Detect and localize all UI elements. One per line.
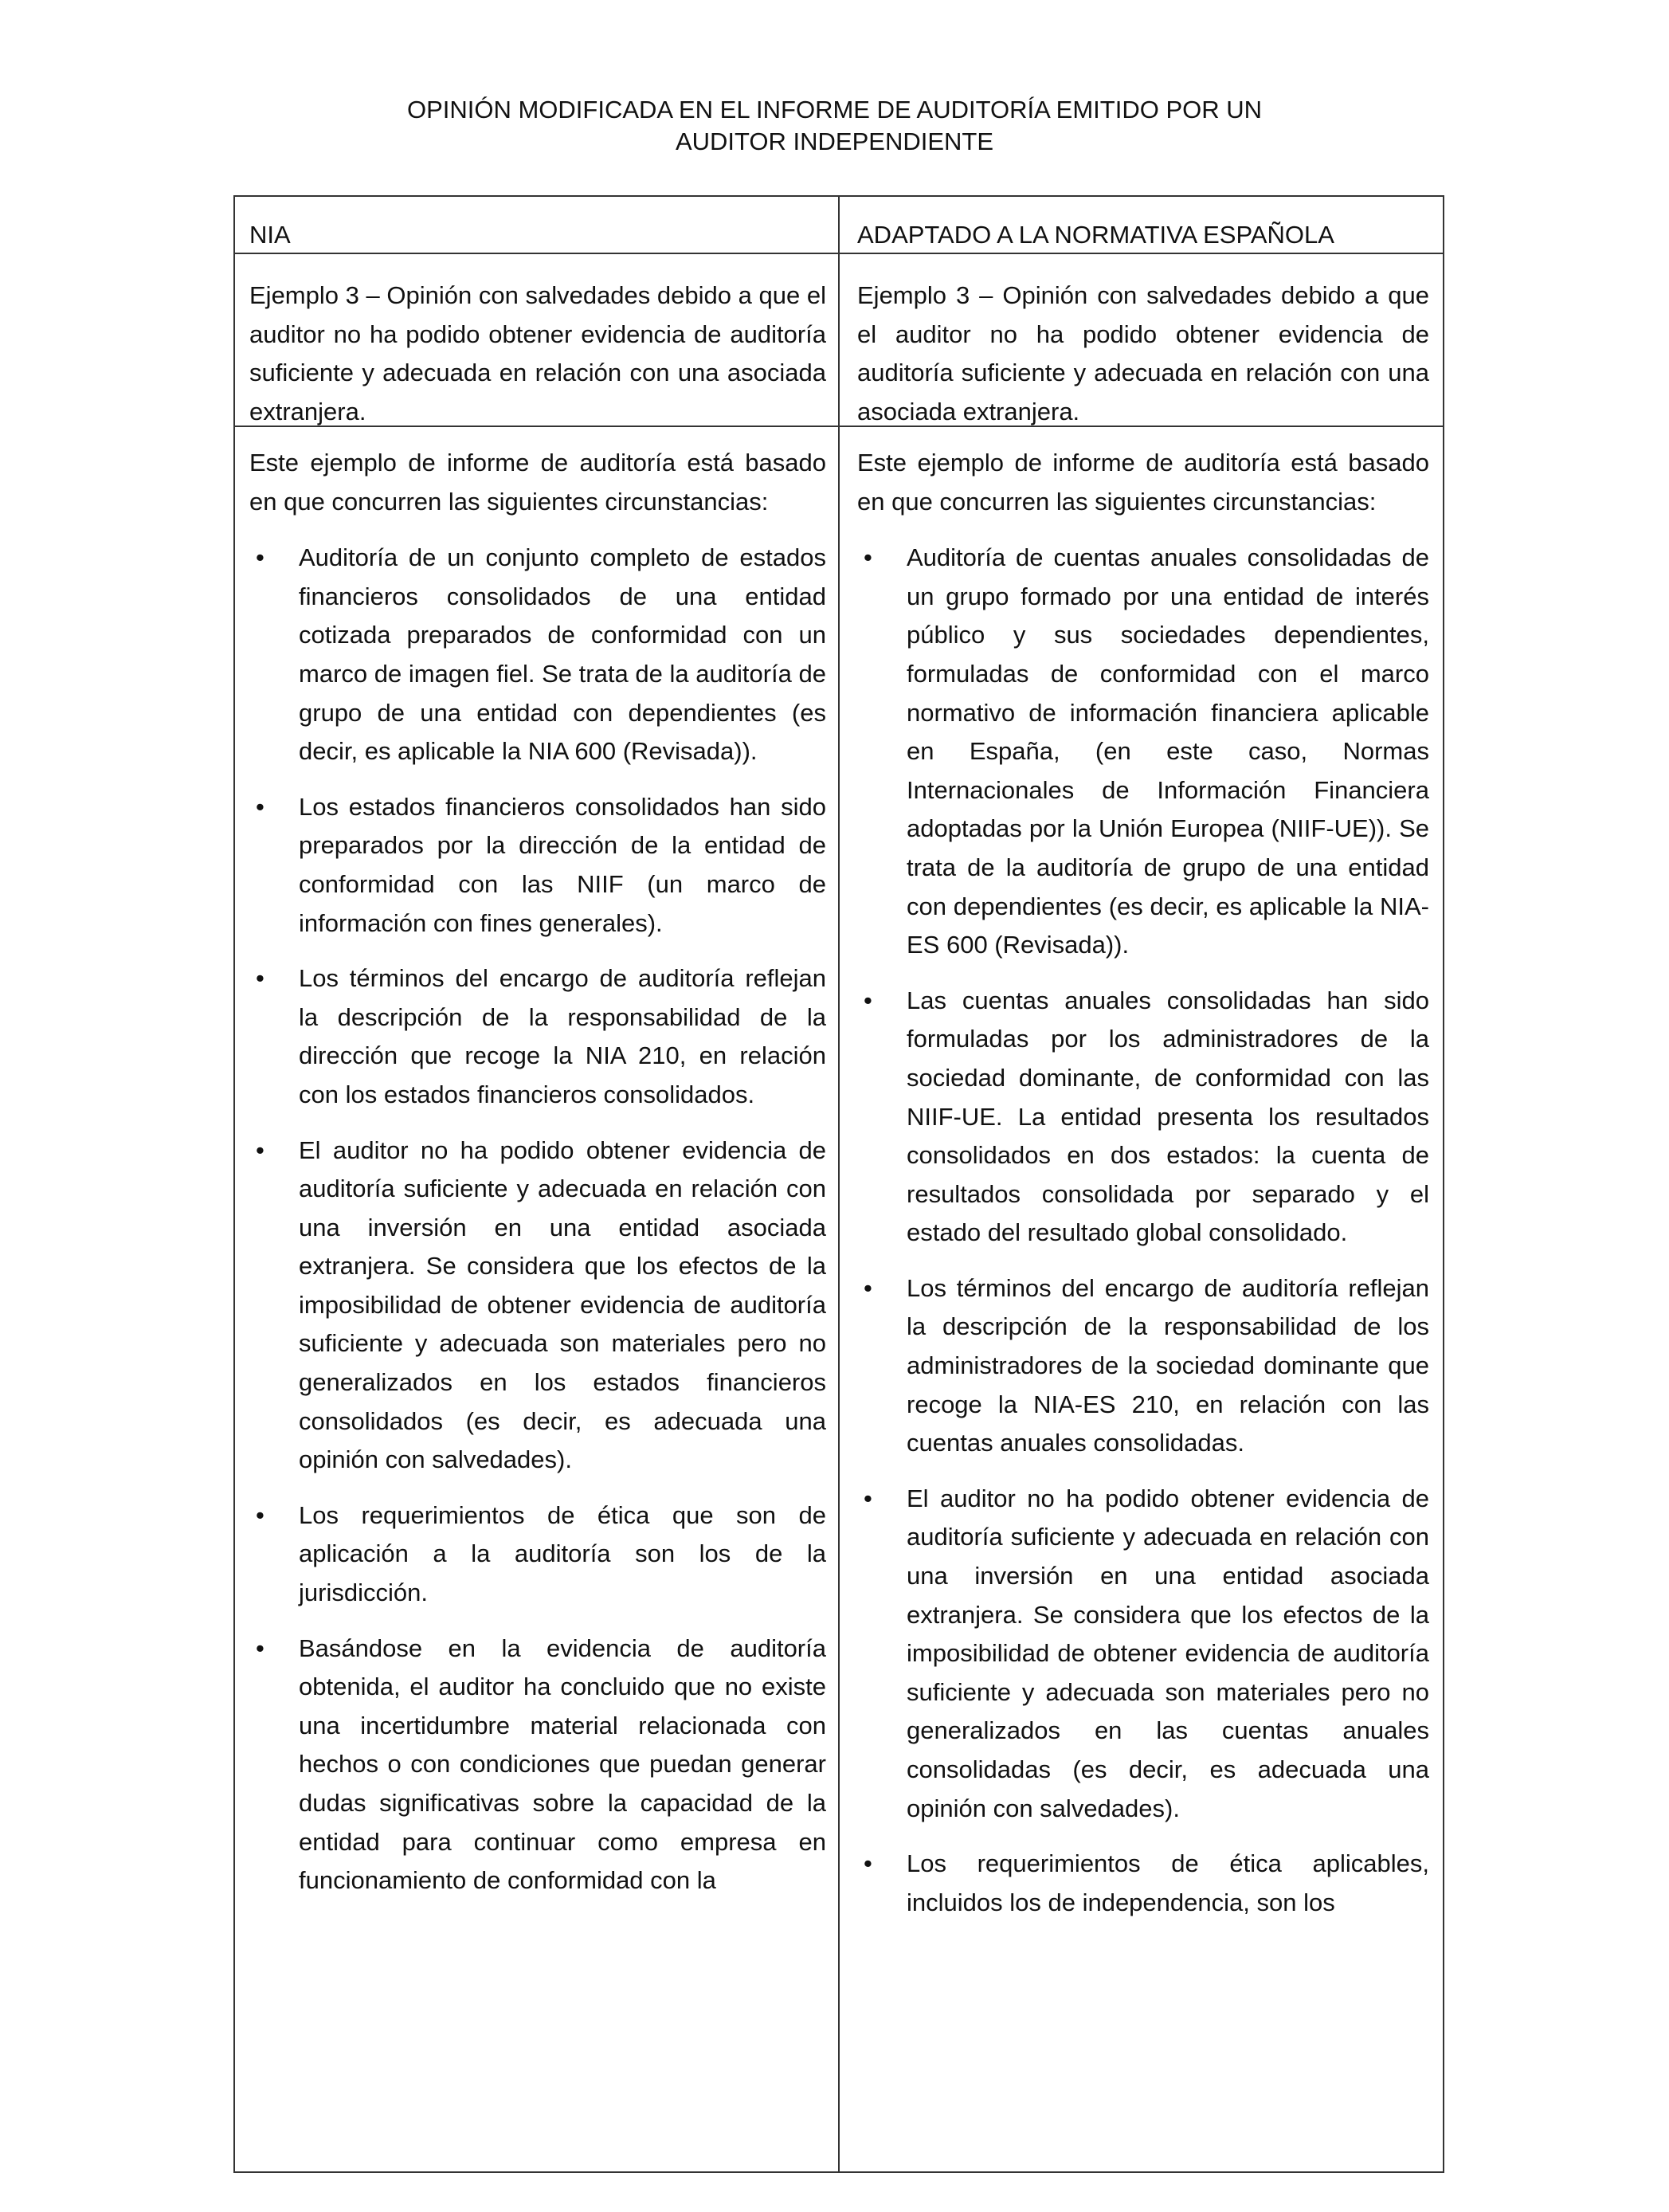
- intro-paragraph: Este ejemplo de informe de auditoría está basado en que concurren las siguientes circunstancias:: [249, 449, 826, 516]
- bullet-icon: •: [256, 1500, 264, 1529]
- list-item-text: Auditoría de cuentas anuales consolidadas de un grupo formado por una entidad de interés público y sus sociedades dependientes, formuladas de conformidad con el marco normativo de información financiera aplicable en España, (en este caso, Normas Internacionales de Información Financiera adoptadas por la Unión Europea (NIIF-UE)). Se trata de la auditoría de grupo de una entidad con dependientes (es decir, es aplicable la NIA-ES 600 (Revisada)).: [907, 543, 1429, 959]
- bullet-icon: •: [256, 543, 264, 572]
- bullet-icon: •: [864, 1273, 872, 1302]
- list-item-text: Los estados financieros consolidados han sido preparados por la dirección de la entidad de conformidad con las NIIF (un marco de información con fines generales).: [299, 792, 826, 937]
- list-item: [249, 1630, 826, 1900]
- list-item-text: El auditor no ha podido obtener evidencia de auditoría suficiente y adecuada en relación con una inversión en una entidad asociada extranjera. Se considera que los efectos de la imposibilidad de obtener evidencia de auditoría suficiente y adecuada son materiales pero no generalizados en los estados financieros consolidados (es decir, es adecuada una opinión con salvedades).: [299, 1135, 826, 1474]
- bullet-icon: •: [256, 964, 264, 993]
- column-divider: [838, 197, 840, 2171]
- list-item-text: El auditor no ha podido obtener evidencia de auditoría suficiente y adecuada en relación con una inversión en una entidad asociada extranjera. Se considera que los efectos de la imposibilidad de obtener evidencia de auditoría suficiente y adecuada son materiales pero no generalizados en las cuentas anuales consolidadas (es decir, es adecuada una opinión con salvedades).: [907, 1484, 1429, 1822]
- page-title-line-1: OPINIÓN MODIFICADA EN EL INFORME DE AUDITORÍA EMITIDO POR UN: [406, 96, 1263, 124]
- circumstances-list: [249, 539, 826, 1900]
- bullet-icon: •: [864, 543, 872, 572]
- list-item: [249, 1496, 826, 1613]
- bullet-icon: •: [864, 1849, 872, 1878]
- comparison-table: [233, 195, 1444, 2173]
- list-item-text: Basándose en la evidencia de auditoría obtenida, el auditor ha concluido que no existe una incertidumbre material relacionada con hechos o con condiciones que puedan generar dudas significativas sobre la capacidad de la entidad para continuar como empresa en funcionamiento de conformidad con la: [299, 1634, 826, 1895]
- list-item: [857, 539, 1429, 965]
- list-item-text: Los términos del encargo de auditoría reflejan la descripción de la responsabilidad de los administradores de la sociedad dominante que recoge la NIA-ES 210, en relación con las cuentas anuales consolidadas.: [907, 1273, 1429, 1457]
- body-cell-adaptado: [857, 444, 1429, 1939]
- example-title-nia: Ejemplo 3 – Opinión con salvedades debido a que el auditor no ha podido obtener evidencia de auditoría suficiente y adecuada en relación con una asociada extranjera.: [249, 281, 826, 426]
- list-item-text: Auditoría de un conjunto completo de estados financieros consolidados de una entidad cotizada preparados de conformidad con un marco de imagen fiel. Se trata de la auditoría de grupo de una entidad con dependientes (es decir, es aplicable la NIA 600 (Revisada)).: [299, 543, 826, 766]
- example-title-adaptado: Ejemplo 3 – Opinión con salvedades debido a que el auditor no ha podido obtener evidencia de auditoría suficiente y adecuada en relación con una asociada extranjera.: [857, 281, 1429, 426]
- page-title: [0, 94, 1669, 158]
- list-item-text: Los términos del encargo de auditoría reflejan la descripción de la responsabilidad de la dirección que recoge la NIA 210, en relación con los estados financieros consolidados.: [299, 964, 826, 1108]
- list-item: [249, 788, 826, 943]
- body-cell-nia: [249, 444, 826, 1917]
- list-item-text: Los requerimientos de ética que son de aplicación a la auditoría son los de la jurisdicción.: [299, 1500, 826, 1607]
- bullet-icon: •: [864, 986, 872, 1014]
- intro-paragraph: Este ejemplo de informe de auditoría está basado en que concurren las siguientes circunstancias:: [857, 449, 1429, 516]
- list-item: [857, 1269, 1429, 1463]
- list-item: [249, 539, 826, 771]
- header-adaptado: ADAPTADO A LA NORMATIVA ESPAÑOLA: [857, 221, 1334, 249]
- circumstances-list: [857, 539, 1429, 1922]
- list-item: [857, 982, 1429, 1253]
- header-nia: NIA: [249, 221, 291, 249]
- header-cell-adaptado: [857, 216, 1429, 255]
- list-item-text: Los requerimientos de ética aplicables, incluidos los de independencia, son los: [907, 1849, 1429, 1916]
- bullet-icon: •: [864, 1484, 872, 1512]
- list-item-text: Las cuentas anuales consolidadas han sido formuladas por los administradores de la sociedad dominante, de conformidad con las NIIF-UE. La entidad presenta los resultados consolidados en dos estados: la cuenta de resultados consolidada por separado y el estado del resultado global consolidado.: [907, 986, 1429, 1247]
- bullet-icon: •: [256, 1634, 264, 1662]
- bullet-icon: •: [256, 1135, 264, 1164]
- list-item: [857, 1480, 1429, 1828]
- page-title-line-2: AUDITOR INDEPENDIENTE: [675, 127, 994, 155]
- list-item: [249, 1131, 826, 1480]
- list-item: [249, 959, 826, 1114]
- bullet-icon: •: [256, 792, 264, 821]
- list-item: [857, 1845, 1429, 1922]
- header-cell-nia: [249, 216, 826, 255]
